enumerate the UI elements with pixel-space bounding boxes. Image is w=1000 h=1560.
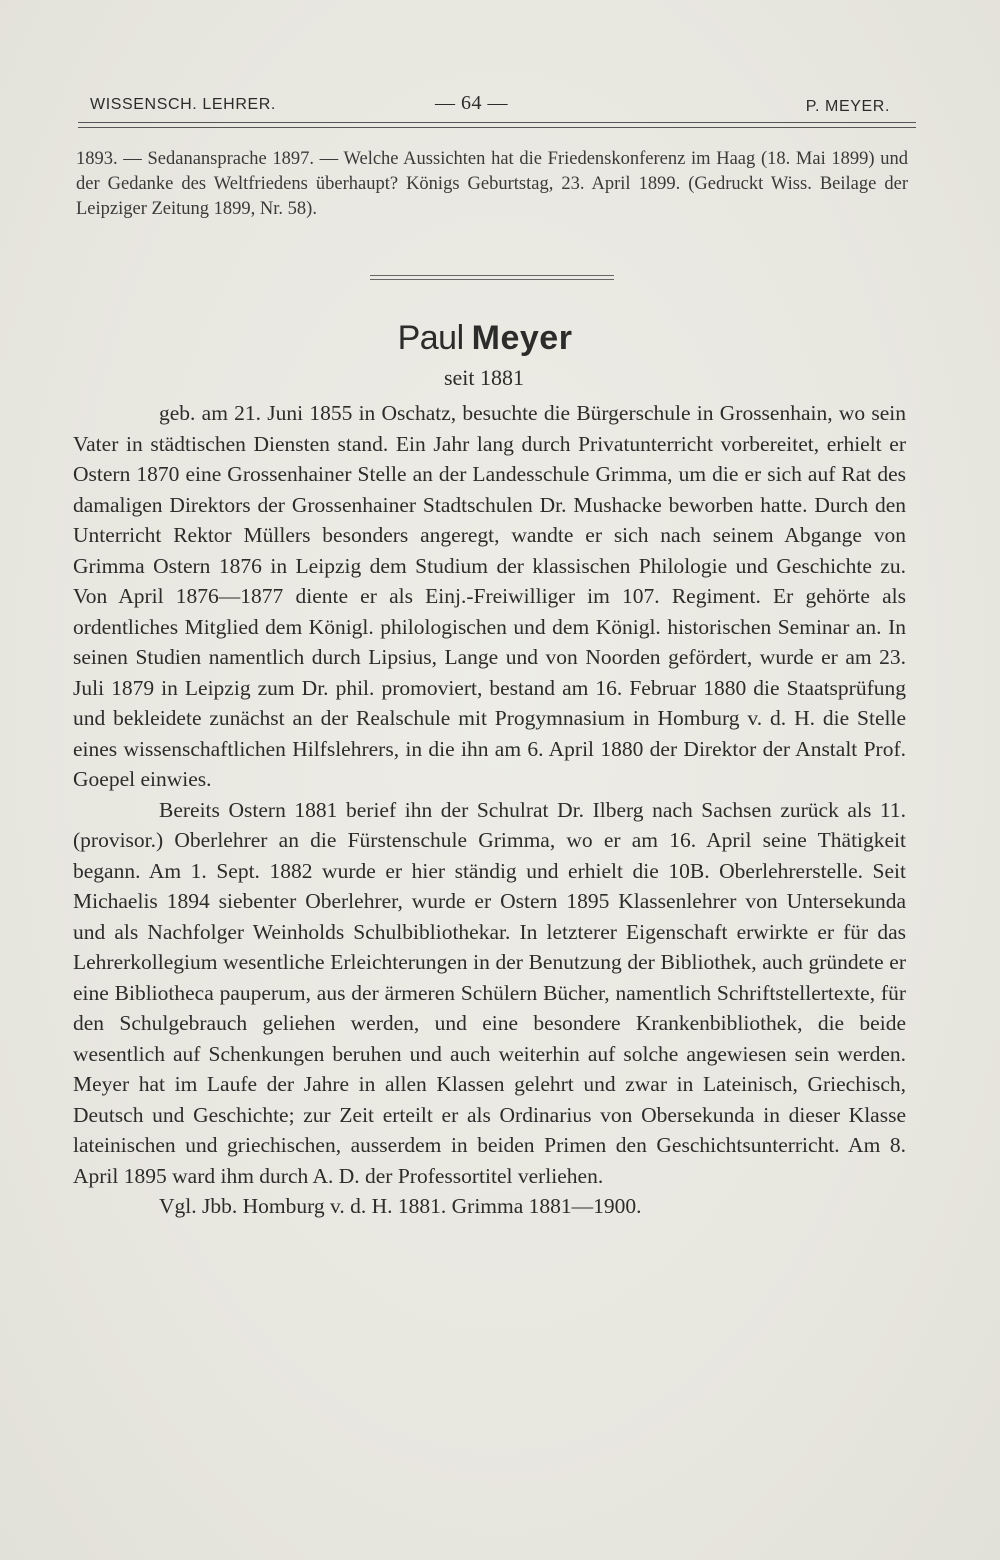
entry-body xyxy=(73,398,906,1222)
entry-since: seit 1881 xyxy=(443,365,525,390)
entry-reference: Vgl. Jbb. Homburg v. d. H. 1881. Grimma 1881—1900. xyxy=(159,1194,642,1218)
entry-separator xyxy=(370,275,614,280)
entry-title xyxy=(0,318,970,359)
previous-entry-continuation: 1893. — Sedanansprache 1897. — Welche Aussichten hat die Friedenskonferenz im Haag (18. Mai 1899) und der Gedanke des Weltfriedens überhaupt? Königs Geburtstag, 23. April 1899. (Gedruckt Wiss. Beilage der Leipziger Zeitung 1899, Nr. 58). xyxy=(76,149,908,219)
header-rule xyxy=(78,122,916,128)
entry-paragraph-2: Bereits Ostern 1881 berief ihn der Schulrat Dr. Ilberg nach Sachsen zurück als 11. (provisor.) Oberlehrer an die Fürstenschule Grimma, wo er am 16. April seine Thätigkeit begann. Am 1. Sept. 1882 wurde er hier ständig und erhielt die 10B. Oberlehrerstelle. Seit Michaelis 1894 siebenter Oberlehrer, wurde er Ostern 1895 Klassenlehrer von Untersekunda und als Nachfolger Weinholds Schulbibliothekar. In letzterer Eigenschaft erwirkte er für das Lehrerkollegium wesentliche Erleichterungen in der Benutzung der Bibliothek, auch gründete er eine Bibliotheca pauperum, aus der ärmeren Schülern Bücher, namentlich Schriftstellertexte, für den Schulgebrauch geliehen werden, und eine besondere Krankenbibliothek, die beide wesentlich auf Schenkungen beruhen und auch weiterhin auf solche angewiesen sein werden. Meyer hat im Laufe der Jahre in allen Klassen gelehrt und zwar in Lateinisch, Griechisch, Deutsch und Geschichte; zur Zeit erteilt er als Ordinarius von Obersekunda in dieser Klasse lateinischen und griechischen, ausserdem in beiden Primen den Geschichtsunterricht. Am 8. April 1895 ward ihm durch A. D. der Professortitel verliehen. xyxy=(73,797,906,1188)
running-header-author: P. MEYER. xyxy=(805,98,890,115)
entry-surname: Meyer xyxy=(471,319,573,357)
entry-paragraph-1: geb. am 21. Juni 1855 in Oschatz, besuchte die Bürgerschule in Grossenhain, wo sein Vater in städtischen Diensten stand. Ein Jahr lang durch Privatunterricht vorbereitet, erhielt er Ostern 1870 eine Grossenhainer Stelle an der Landesschule Grimma, um die er sich auf Rat des damaligen Direktors der Grossenhainer Stadtschulen Dr. Mushacke beworben hatte. Durch den Unterricht Rektor Müllers besonders angeregt, wandte er sich nach seinem Abgange von Grimma Ostern 1876 in Leipzig dem Studium der klassischen Philologie und Geschichte zu. Von April 1876—1877 diente er als Einj.-Freiwilliger im 107. Regiment. Er gehörte als ordentliches Mitglied dem Königl. philologischen und dem Königl. historischen Seminar an. In seinen Studien namentlich durch Lipsius, Lange und von Noorden gefördert, wurde er am 23. Juli 1879 in Leipzig zum Dr. phil. promoviert, bestand am 16. Februar 1880 die Staatsprüfung und bekleidete zunächst an der Realschule mit Progymnasium in Homburg v. d. H. die Stelle eines wissenschaftlichen Hilfslehrers, in die ihn am 6. April 1880 der Direktor der Anstalt Prof. Goepel einwies. xyxy=(73,401,906,791)
running-header-section: WISSENSCH. LEHRER. xyxy=(90,96,276,113)
running-header xyxy=(88,90,894,120)
page-number: — 64 — xyxy=(435,92,508,114)
entry-given-name: Paul xyxy=(397,319,464,357)
